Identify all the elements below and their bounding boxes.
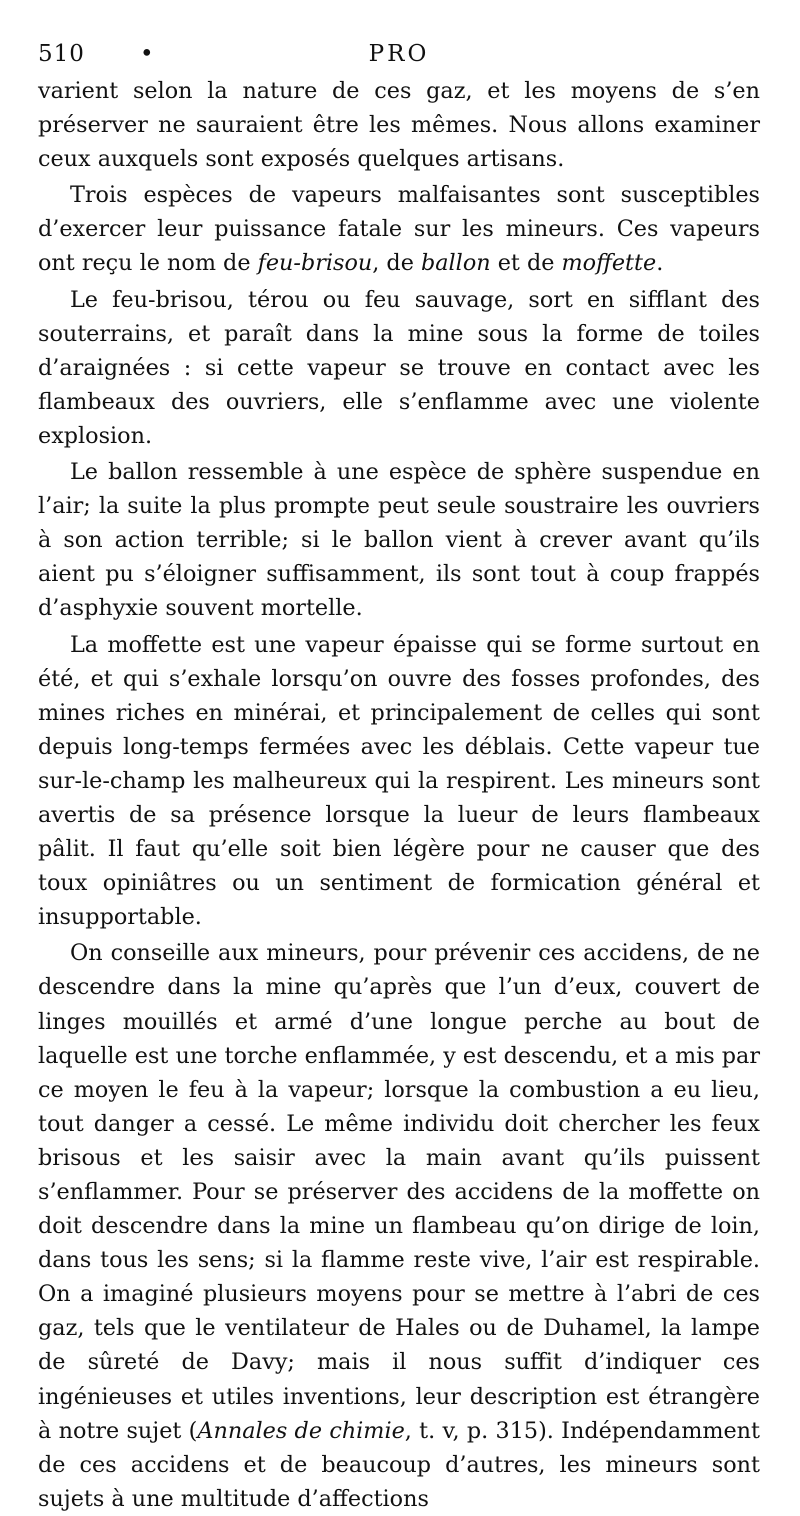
citation-annales: Annales de chimie [197, 1417, 405, 1444]
term-ballon: ballon [420, 250, 491, 277]
paragraph-text: , t. v, p. 315). Indépendamment de ces accidens et de beaucoup d’autres, les mineurs sont sujets à une multitude d’affections [38, 1417, 760, 1512]
paragraph-conseils [38, 936, 760, 1516]
paragraph-text: On conseille aux mineurs, pour prévenir ces accidens, de ne descendre dans la mine qu’après que l’un d’eux, couvert de linges mouillés et armé d’une longue perche au bout de laquelle est une torche enflammée, y est descendu, et a mis par ce moyen le feu à la vapeur; lorsque la combustion a eu lieu, tout danger a cessé. Le même individu doit chercher les feux brisous et les saisir avec la main avant qu’ils puissent s’enflammer. Pour se préserver des accidens de la moffette on doit descendre dans la mine un flambeau qu’on dirige de loin, dans tous les sens; si la flamme reste vive, l’air est respirable. On a imaginé plusieurs moyens pour se mettre à l’abri de ces gaz, tels que le ventilateur de Hales ou de Duhamel, la lampe de sûreté de Davy; mais il nous suffit d’indiquer ces ingénieuses et utiles inventions, leur description est étrangère à notre sujet ( [38, 940, 761, 1444]
page-number: 510 [38, 41, 85, 67]
paragraph-text: , de [372, 250, 421, 277]
paragraph-feu-brisou: Le feu-brisou, térou ou feu sauvage, sort en sifflant des souterrains, et paraît dans la mine sous la forme de toiles d’araignées : si cette vapeur se trouve en contact avec les flambeaux des ouvriers, elle s’enflamme avec une violente explosion. [38, 286, 760, 449]
header-mark: • [140, 41, 155, 67]
paragraph-text: . [656, 250, 664, 277]
paragraph-moffette: La moffette est une vapeur épaisse qui se forme surtout en été, et qui s’exhale lorsqu’on ouvre des fosses profondes, des mines riches en minérai, et principalement de celles qui sont depuis long-temps fermées avec les déblais. Cette vapeur tue sur-le-champ les malheureux qui la respirent. Les mineurs sont avertis de sa présence lorsque la lueur de leurs flambeaux pâlit. Il faut qu’elle soit bien légère pour ne causer que des toux opiniâtres ou un sentiment de formication général et insupportable. [38, 631, 760, 931]
body-text [38, 74, 760, 1516]
paragraph-continued: varient selon la nature de ces gaz, et les moyens de s’en préserver ne sauraient être les mêmes. Nous allons examiner ceux auxquels sont exposés quelques artisans. [38, 78, 760, 173]
paragraph-text: Trois espèces de vapeurs malfaisantes sont susceptibles d’exercer leur puissance fatale sur les mineurs. Ces vapeurs ont reçu le nom de [38, 182, 760, 277]
paragraph-ballon: Le ballon ressemble à une espèce de sphère suspendue en l’air; la suite la plus prompte peut seule soustraire les ouvriers à son action terrible; si le ballon vient à crever avant qu’ils aient pu s’éloigner suffisamment, ils sont tout à coup frappés d’asphyxie souvent mortelle. [38, 459, 760, 622]
paragraph-vapeurs [38, 178, 760, 280]
running-title: PRO [368, 41, 430, 67]
term-moffette: moffette [561, 250, 657, 277]
term-feu-brisou: feu-brisou [257, 250, 373, 277]
running-head [38, 34, 760, 74]
paragraph-text: et de [490, 250, 562, 277]
